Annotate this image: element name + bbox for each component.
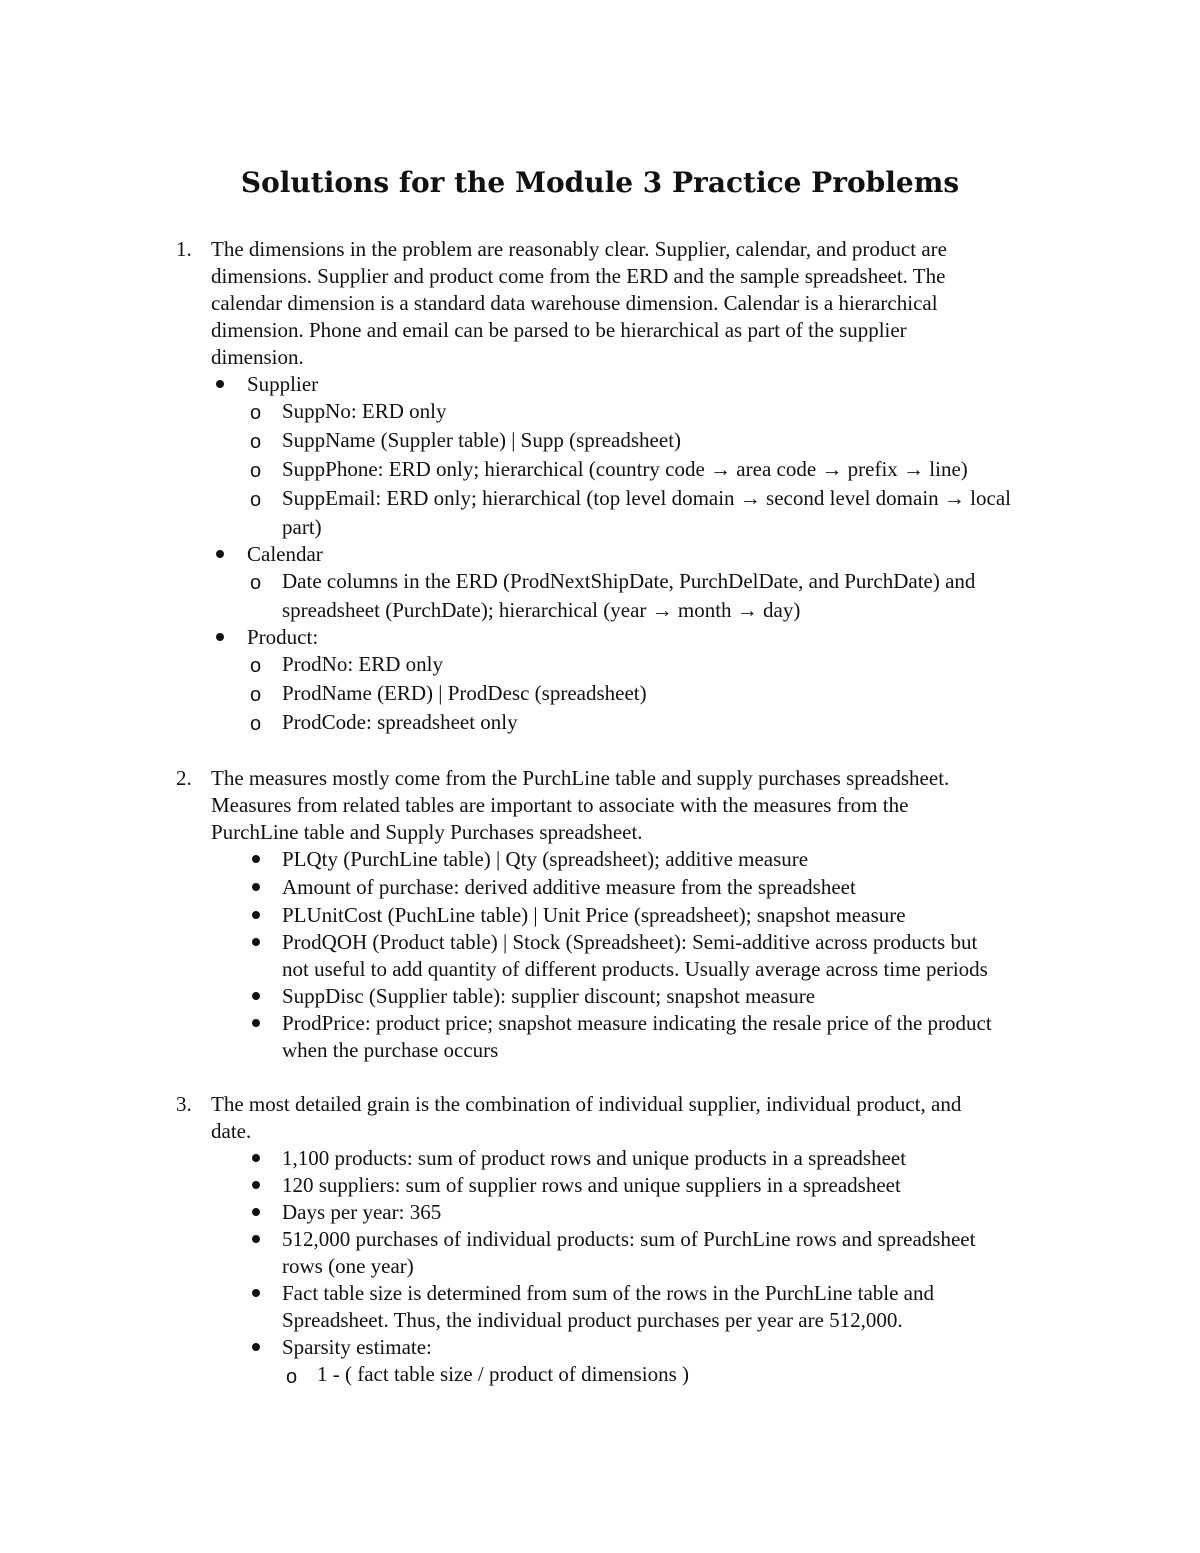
- grain-item: 512,000 purchases of individual products: sum of PurchLine rows and spreadsheet: [282, 1227, 976, 1251]
- problem-1-text-line: calendar dimension is a standard data warehouse dimension. Calendar is a hierarchical: [211, 291, 938, 315]
- bullet-icon: [252, 992, 260, 1000]
- bullet-icon: [252, 911, 260, 919]
- bullet-icon: [252, 883, 260, 891]
- circle-marker-icon: o: [250, 460, 262, 482]
- grain-item-continued: rows (one year): [282, 1254, 414, 1278]
- group-label-supplier: Supplier: [247, 372, 319, 396]
- grain-item: Sparsity estimate:: [282, 1335, 432, 1359]
- grain-item: 120 suppliers: sum of supplier rows and unique suppliers in a spreadsheet: [282, 1173, 901, 1197]
- measure-item: Amount of purchase: derived additive measure from the spreadsheet: [282, 875, 856, 899]
- bullet-icon: [252, 1289, 260, 1297]
- circle-marker-icon: o: [250, 489, 262, 511]
- bullet-icon: [252, 855, 260, 863]
- problem-2-text-line: PurchLine table and Supply Purchases spreadsheet.: [211, 820, 643, 844]
- bullet-icon: [216, 550, 224, 558]
- measure-item: PLQty (PurchLine table) | Qty (spreadsheet); additive measure: [282, 847, 809, 871]
- page-title: Solutions for the Module 3 Practice Problems: [240, 166, 960, 199]
- grain-item: Days per year: 365: [282, 1200, 442, 1224]
- sparsity-formula: 1 - ( fact table size / product of dimensions ): [317, 1362, 690, 1386]
- circle-marker-icon: o: [250, 713, 262, 735]
- measure-item: PLUnitCost (PuchLine table) | Unit Price (spreadsheet); snapshot measure: [282, 903, 906, 927]
- problem-3-text-line: The most detailed grain is the combination of individual supplier, individual product, and: [211, 1092, 962, 1116]
- sub-item: SuppNo: ERD only: [282, 399, 447, 423]
- bullet-icon: [252, 1235, 260, 1243]
- circle-marker-icon: o: [286, 1366, 298, 1388]
- measure-item-continued: when the purchase occurs: [282, 1038, 499, 1062]
- grain-item: Fact table size is determined from sum of the rows in the PurchLine table and: [282, 1281, 934, 1305]
- group-label-product: Product:: [247, 625, 319, 649]
- bullet-icon: [252, 1208, 260, 1216]
- problem-3-text-line: date.: [211, 1119, 252, 1143]
- bullet-icon: [252, 1019, 260, 1027]
- problem-1-text-line: dimension. Phone and email can be parsed to be hierarchical as part of the supplier: [211, 318, 907, 342]
- bullet-icon: [216, 380, 224, 388]
- measure-item: ProdQOH (Product table) | Stock (Spreadsheet): Semi-additive across products but: [282, 930, 978, 954]
- sub-item: ProdCode: spreadsheet only: [282, 710, 518, 734]
- problem-1-text-line: The dimensions in the problem are reasonably clear. Supplier, calendar, and product are: [211, 237, 947, 261]
- grain-item-continued: Spreadsheet. Thus, the individual product purchases per year are 512,000.: [282, 1308, 903, 1332]
- measure-item: ProdPrice: product price; snapshot measure indicating the resale price of the product: [282, 1011, 992, 1035]
- circle-marker-icon: o: [250, 655, 262, 677]
- sub-item: ProdNo: ERD only: [282, 652, 444, 676]
- problem-1-text-line: dimensions. Supplier and product come from the ERD and the sample spreadsheet. The: [211, 264, 946, 288]
- circle-marker-icon: o: [250, 684, 262, 706]
- problem-1-number: 1.: [176, 237, 192, 261]
- bullet-icon: [252, 1343, 260, 1351]
- sub-item: SuppName (Suppler table) | Supp (spreadsheet): [282, 428, 682, 452]
- measure-item-continued: not useful to add quantity of different products. Usually average across time periods: [282, 957, 988, 981]
- sub-item-continued: spreadsheet (PurchDate); hierarchical (year → month → day): [282, 598, 801, 622]
- sub-item-continued: part): [282, 515, 322, 539]
- problem-1-text-line: dimension.: [211, 345, 304, 369]
- sub-item: SuppPhone: ERD only; hierarchical (country code → area code → prefix → line): [282, 457, 968, 481]
- grain-item: 1,100 products: sum of product rows and unique products in a spreadsheet: [282, 1146, 907, 1170]
- sub-item: SuppEmail: ERD only; hierarchical (top level domain → second level domain → local: [282, 486, 1011, 510]
- circle-marker-icon: o: [250, 402, 262, 424]
- sub-item: ProdName (ERD) | ProdDesc (spreadsheet): [282, 681, 647, 705]
- bullet-icon: [252, 1181, 260, 1189]
- bullet-icon: [252, 938, 260, 946]
- circle-marker-icon: o: [250, 431, 262, 453]
- sub-item: Date columns in the ERD (ProdNextShipDate, PurchDelDate, and PurchDate) and: [282, 569, 976, 593]
- circle-marker-icon: o: [250, 572, 262, 594]
- problem-2-text-line: The measures mostly come from the PurchLine table and supply purchases spreadsheet.: [211, 766, 950, 790]
- bullet-icon: [252, 1154, 260, 1162]
- problem-3-number: 3.: [176, 1092, 192, 1116]
- problem-2-text-line: Measures from related tables are important to associate with the measures from the: [211, 793, 909, 817]
- group-label-calendar: Calendar: [247, 542, 323, 566]
- measure-item: SuppDisc (Supplier table): supplier discount; snapshot measure: [282, 984, 816, 1008]
- problem-2-number: 2.: [176, 766, 192, 790]
- bullet-icon: [216, 633, 224, 641]
